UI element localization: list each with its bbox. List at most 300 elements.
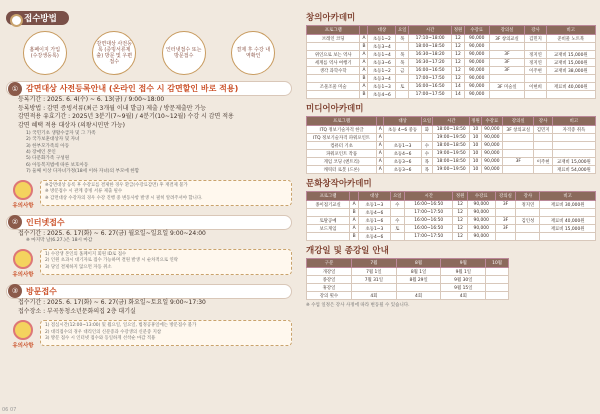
notice-label: 유의사항 bbox=[12, 202, 34, 209]
bullet: 등록기간 : 2025. 6. 4(수) ~ 6. 13(금) / 9:00~18:00 bbox=[18, 96, 165, 103]
table-cell: 초등3~6 bbox=[384, 158, 422, 166]
table-cell: 3F bbox=[489, 51, 525, 59]
table-row bbox=[307, 134, 596, 142]
table-cell: 16:30~17:20 bbox=[409, 59, 452, 67]
table-cell: 4회 bbox=[351, 292, 396, 300]
notice-badge bbox=[6, 249, 40, 278]
table-cell: 정지연 bbox=[516, 201, 540, 209]
table-cell: 위인으로 보는 역사 bbox=[307, 51, 360, 59]
table-cell: 김민지 bbox=[534, 126, 552, 134]
table-cell: ITQ 정보기술자격 파워포인트 bbox=[307, 134, 377, 142]
table-cell: 9월 1일 bbox=[441, 268, 486, 276]
table-cell bbox=[503, 142, 534, 150]
schedule-note: ※ 수업 일정은 강사 사정에 따라 변동될 수 있습니다. bbox=[306, 303, 410, 308]
column-header bbox=[360, 26, 368, 35]
table-cell: 10 bbox=[470, 166, 481, 174]
table-cell: 8월 1일 bbox=[396, 268, 441, 276]
table-cell: 9월 30일 bbox=[441, 276, 486, 284]
table-row bbox=[307, 201, 596, 209]
table-cell: 브레인 코딩 bbox=[307, 35, 360, 43]
table-cell bbox=[384, 134, 422, 142]
column-header bbox=[377, 117, 384, 126]
step-4: 결제 후 수강 내역확인 bbox=[231, 31, 275, 75]
table-cell bbox=[503, 134, 534, 142]
table-cell bbox=[307, 233, 350, 241]
table-cell: 90,000 bbox=[481, 166, 503, 174]
table-cell: 3F 미술실 bbox=[489, 83, 525, 91]
table-cell: 12 bbox=[452, 67, 465, 75]
table-cell bbox=[534, 166, 552, 174]
table-cell bbox=[307, 75, 360, 83]
table-cell: 토 bbox=[396, 83, 409, 91]
table-cell bbox=[486, 284, 509, 292]
table-cell: 12 bbox=[453, 209, 467, 217]
table-cell: 17:00~17:50 bbox=[409, 75, 452, 83]
table-cell: A bbox=[377, 158, 384, 166]
table-cell bbox=[396, 43, 409, 51]
section-number: ② bbox=[8, 215, 22, 229]
table-cell: 17:00~17:50 bbox=[409, 91, 452, 99]
table-cell: 수 bbox=[390, 217, 404, 225]
section-title-culture: 문화창작아카데미 bbox=[306, 179, 372, 189]
bullet: 등록방법 : 감면 증빙서류(최근 3개월 이내 발급) 제출 / 방문제출만 가능 bbox=[18, 104, 207, 112]
table-cell: 게임 코딩 (엔트리) bbox=[307, 158, 377, 166]
table-cell: 화 bbox=[421, 126, 432, 134]
table-row bbox=[307, 150, 596, 158]
table-cell: 17:00~17:50 bbox=[404, 209, 452, 217]
table-cell: 12 bbox=[452, 43, 465, 51]
table-cell: 휴강일 bbox=[307, 284, 352, 292]
program-table-media bbox=[306, 116, 596, 174]
table-cell bbox=[503, 150, 534, 158]
table-cell: 16:00~16:50 bbox=[404, 201, 452, 209]
section-number: ① bbox=[8, 82, 22, 96]
eligibility-item: 7) 둘째 이상 다자녀가정(18세 이하 자녀)의 부모에 한함 bbox=[26, 169, 140, 175]
section-header-discount bbox=[6, 81, 292, 96]
column-header: 강의실 bbox=[495, 192, 516, 201]
table-cell: 90,000 bbox=[464, 67, 489, 75]
column-header: 요일 bbox=[390, 192, 404, 201]
table-row bbox=[307, 59, 596, 67]
table-row bbox=[307, 166, 596, 174]
table-cell: A bbox=[350, 217, 359, 225]
column-header: 프로그램 bbox=[307, 26, 360, 35]
table-cell: 정지연 bbox=[525, 59, 546, 67]
section-title-media: 미디어아카데미 bbox=[306, 104, 364, 114]
column-header: 정원 bbox=[470, 117, 481, 126]
notice-badge bbox=[6, 180, 40, 209]
column-header: 수강료 bbox=[467, 192, 495, 201]
table-row bbox=[307, 276, 509, 284]
table-cell: 토 bbox=[390, 225, 404, 233]
table-row bbox=[307, 268, 509, 276]
notice-line: 1) 점심시간(12:00~13:00) 및 월요일, 일요일, 법정공휴일에는 방문접수 불가 bbox=[45, 323, 197, 329]
column-header: 대상 bbox=[368, 26, 396, 35]
table-cell: 90,000 bbox=[464, 75, 489, 83]
table-cell: B bbox=[360, 91, 368, 99]
table-cell bbox=[486, 276, 509, 284]
table-cell: A bbox=[377, 134, 384, 142]
eligibility-item: 5) 다문화가족 구성원 bbox=[26, 156, 70, 162]
table-cell bbox=[421, 134, 432, 142]
table-cell: 90,000 bbox=[464, 91, 489, 99]
table-cell: 초등3~4 bbox=[368, 43, 396, 51]
table-cell: 재료비 15,000원 bbox=[540, 225, 596, 233]
table-cell bbox=[552, 150, 595, 158]
program-table-creative bbox=[306, 25, 596, 99]
table-cell: 재료비 40,000원 bbox=[540, 217, 596, 225]
table-cell: 90,000 bbox=[467, 201, 495, 209]
table-cell: 90,000 bbox=[467, 225, 495, 233]
table-cell bbox=[495, 233, 516, 241]
alert-icon bbox=[13, 180, 33, 200]
table-row bbox=[307, 91, 596, 99]
bullet: 감면 혜택 적용 대상자 (의왕시민만 가능) bbox=[18, 122, 125, 130]
table-row bbox=[307, 233, 596, 241]
table-row bbox=[307, 83, 596, 91]
table-row bbox=[307, 217, 596, 225]
table-cell: 12 bbox=[452, 75, 465, 83]
table-cell: 3F bbox=[489, 59, 525, 67]
apply-steps bbox=[10, 31, 288, 75]
table-cell: 90,000 bbox=[481, 134, 503, 142]
column-header: 시간 bbox=[432, 117, 470, 126]
notice-box bbox=[40, 180, 292, 206]
column-header: 강사 bbox=[525, 26, 546, 35]
table-cell: ITQ 정보기술자격 한글 bbox=[307, 126, 377, 134]
table-cell: 종강일 bbox=[307, 276, 352, 284]
column-header: 8월 bbox=[396, 259, 441, 268]
table-cell: B bbox=[350, 209, 359, 217]
table-cell: 재료비 30,000원 bbox=[540, 201, 596, 209]
column-header: 시간 bbox=[409, 26, 452, 35]
table-cell bbox=[534, 150, 552, 158]
table-cell: 재료비 54,000원 bbox=[552, 166, 595, 174]
table-cell: 16:00~16:50 bbox=[404, 225, 452, 233]
table-cell: 이주현 bbox=[525, 67, 546, 75]
table-cell bbox=[546, 43, 595, 51]
table-cell bbox=[486, 292, 509, 300]
table-cell: 8월 29일 bbox=[396, 276, 441, 284]
table-cell bbox=[534, 142, 552, 150]
table-row bbox=[307, 126, 596, 134]
table-cell: 10 bbox=[470, 142, 481, 150]
column-header: 요일 bbox=[396, 26, 409, 35]
program-table-culture bbox=[306, 191, 596, 241]
column-header: 비고 bbox=[546, 26, 595, 35]
table-cell: 9월 15일 bbox=[441, 284, 486, 292]
table-cell: 16:30~18:20 bbox=[409, 51, 452, 59]
table-row bbox=[307, 209, 596, 217]
notice-block bbox=[6, 249, 292, 278]
bullet: 접수기간 : 2025. 6. 17(화) ~ 6. 27(금) 월요일~일요일 9:00~24:00 bbox=[18, 229, 206, 237]
table-cell: 90,000 bbox=[464, 35, 489, 43]
column-header: 대상 bbox=[384, 117, 422, 126]
table-cell: 4회 bbox=[441, 292, 486, 300]
table-cell: 12 bbox=[453, 225, 467, 233]
column-header: 7월 bbox=[351, 259, 396, 268]
notice-badge bbox=[6, 320, 40, 349]
table-cell: 초등4~6 bbox=[384, 150, 422, 158]
table-cell: 10 bbox=[470, 158, 481, 166]
column-header: 구분 bbox=[307, 259, 352, 268]
table-cell: 12 bbox=[452, 35, 465, 43]
table-cell: 18:00~18:50 bbox=[432, 126, 470, 134]
table-cell: 이주현 bbox=[534, 158, 552, 166]
table-row bbox=[307, 292, 509, 300]
table-cell: 90,000 bbox=[467, 217, 495, 225]
table-cell: 수 bbox=[421, 142, 432, 150]
table-cell bbox=[525, 43, 546, 51]
table-cell: 90,000 bbox=[481, 150, 503, 158]
table-cell bbox=[516, 233, 540, 241]
table-cell: 3F bbox=[503, 158, 534, 166]
section-heading: 인터넷접수 bbox=[26, 217, 65, 227]
right-page bbox=[306, 8, 596, 408]
table-cell: 종이접기교실 bbox=[307, 201, 350, 209]
column-header: 강사 bbox=[534, 117, 552, 126]
table-cell: 90,000 bbox=[481, 142, 503, 150]
table-cell: 초등4~6 bbox=[359, 233, 390, 241]
table-cell: 초등1~4 bbox=[368, 51, 396, 59]
table-row bbox=[307, 158, 596, 166]
table-cell bbox=[534, 134, 552, 142]
table-cell bbox=[307, 209, 350, 217]
section-heading: 방문접수 bbox=[26, 286, 57, 296]
table-cell: 3F bbox=[495, 225, 516, 233]
section-heading: 감면대상 사전등록안내 (온라인 접수 시 감면할인 바로 적용) bbox=[26, 84, 239, 93]
table-row bbox=[307, 51, 596, 59]
notice-box bbox=[40, 249, 292, 275]
notice-line: ※감면대상 등록 후 수강료를 결제한 경우 환급(수강료감면) 후 재결제 불가 bbox=[45, 182, 188, 188]
table-cell: 수 bbox=[390, 201, 404, 209]
table-cell: 3F bbox=[495, 201, 516, 209]
table-row bbox=[307, 142, 596, 150]
left-page bbox=[6, 6, 292, 408]
column-header: 수강료 bbox=[481, 117, 503, 126]
notice-line: ※ 감면대상 수강자의 경우 수강 진행 중 변동사항 발생 시 필히 알려주셔야 합니다. bbox=[45, 195, 203, 201]
column-header: 프로그램 bbox=[307, 192, 350, 201]
table-row bbox=[307, 284, 509, 292]
section-header-online bbox=[6, 215, 292, 230]
notice-line: 2) 대리접수의 경우 대리인의 신분증과 수강생의 신분증 지참 bbox=[45, 329, 162, 335]
table-row bbox=[307, 75, 596, 83]
table-cell: 10 bbox=[470, 134, 481, 142]
table-cell: 90,000 bbox=[464, 59, 489, 67]
table-cell: 12 bbox=[452, 59, 465, 67]
table-cell: 17:00~17:50 bbox=[404, 233, 452, 241]
table-cell: 14 bbox=[452, 83, 465, 91]
table-cell: 김민지 bbox=[525, 35, 546, 43]
notice-line: ※ 방문접수 시 관계 증빙 서류 제출 필수 bbox=[45, 189, 123, 195]
table-cell: 정지연 bbox=[525, 51, 546, 59]
table-cell: 초등1~3 bbox=[384, 142, 422, 150]
column-header: 10월 bbox=[486, 259, 509, 268]
table-cell: 보드게임 bbox=[307, 225, 350, 233]
table-cell: 초등1~2 bbox=[368, 35, 396, 43]
eligibility-item: 6) 아동복지법에 따른 보호아동 bbox=[26, 162, 89, 168]
table-cell bbox=[516, 209, 540, 217]
column-header: 9월 bbox=[441, 259, 486, 268]
table-cell: 3F bbox=[495, 217, 516, 225]
section-title-apply: 접수방법 bbox=[6, 11, 69, 25]
table-cell: 90,000 bbox=[464, 43, 489, 51]
column-header: 대상 bbox=[359, 192, 390, 201]
section-number: ③ bbox=[8, 284, 22, 298]
table-cell: 교재비 15,000원 bbox=[546, 51, 595, 59]
table-cell: A bbox=[350, 225, 359, 233]
table-cell: 18:00~18:50 bbox=[409, 43, 452, 51]
table-cell bbox=[525, 91, 546, 99]
notice-line: 1) 수강생 본인의 홈페이지 회원 ID로 접수 bbox=[45, 251, 127, 257]
table-cell: 12 bbox=[453, 201, 467, 209]
table-cell: 목 bbox=[396, 51, 409, 59]
table-row bbox=[307, 35, 596, 43]
table-cell bbox=[489, 75, 525, 83]
table-cell bbox=[552, 142, 595, 150]
table-cell bbox=[540, 233, 596, 241]
table-cell: 교재비 15,000원 bbox=[552, 158, 595, 166]
table-cell: 17:10~18:00 bbox=[409, 35, 452, 43]
alert-icon bbox=[13, 249, 33, 269]
table-cell: 7월 31일 bbox=[351, 276, 396, 284]
table-cell bbox=[540, 209, 596, 217]
notice-label: 유의사항 bbox=[12, 343, 34, 350]
schedule-table bbox=[306, 258, 509, 300]
section-title-schedule: 개강일 및 종강일 안내 bbox=[306, 246, 389, 256]
step-3: 인터넷접수 또는 방문접수 bbox=[162, 31, 206, 75]
table-cell: 강의 횟수 bbox=[307, 292, 352, 300]
table-cell bbox=[552, 134, 595, 142]
table-cell bbox=[525, 75, 546, 83]
table-cell: 14 bbox=[452, 91, 465, 99]
table-cell: 교재비 15,000원 bbox=[546, 59, 595, 67]
notice-line: 2) 인원 초과시 대기자로 접수 가능하며 결원 발생 시 순차적으로 연락 bbox=[45, 258, 178, 264]
column-header: 수강료 bbox=[464, 26, 489, 35]
table-cell: 목 bbox=[421, 158, 432, 166]
column-header: 비고 bbox=[540, 192, 596, 201]
table-cell: 90,000 bbox=[467, 233, 495, 241]
table-cell: 금 bbox=[396, 67, 409, 75]
table-cell bbox=[396, 284, 441, 292]
table-cell: 이현희 bbox=[525, 83, 546, 91]
table-cell: 7월 1일 bbox=[351, 268, 396, 276]
table-cell: 자격증 취득 bbox=[552, 126, 595, 134]
table-cell: A bbox=[377, 142, 384, 150]
table-cell: 90,000 bbox=[481, 158, 503, 166]
column-header: 강의실 bbox=[489, 26, 525, 35]
table-cell: A bbox=[377, 150, 384, 158]
column-header: 강의실 bbox=[503, 117, 534, 126]
table-cell: 김인성 bbox=[516, 217, 540, 225]
notice-line: 3) 방문 접수 시 인터넷 접수와 동일하게 선착순 마감 적용 bbox=[45, 336, 156, 342]
table-cell: 수 bbox=[421, 150, 432, 158]
table-cell: A bbox=[360, 35, 368, 43]
table-cell: 18:00~18:50 bbox=[432, 142, 470, 150]
table-cell: 10 bbox=[470, 150, 481, 158]
table-row bbox=[307, 43, 596, 51]
page-number: 06 07 bbox=[2, 407, 17, 413]
eligibility-item: 2) 국가보훈대상자 및 자녀 bbox=[26, 137, 80, 143]
alert-icon bbox=[13, 320, 33, 340]
table-cell: 90,000 bbox=[464, 51, 489, 59]
table-cell: 캐릭터 로봇 (드론) bbox=[307, 166, 377, 174]
table-cell: 초등 4~6 중등 bbox=[384, 126, 422, 134]
table-cell bbox=[307, 43, 360, 51]
column-header: 강사 bbox=[516, 192, 540, 201]
table-cell: 16:00~16:50 bbox=[409, 67, 452, 75]
table-cell bbox=[390, 233, 404, 241]
table-cell: 16:00~16:50 bbox=[404, 217, 452, 225]
table-cell: A bbox=[350, 201, 359, 209]
notice-line: 3) 당일 결제하지 않으면 자동 취소 bbox=[45, 265, 112, 271]
bullet: 감면적용 유효기간 : 2025년 3분기(7~9월) / 4분기(10~12월) 수강 시 감면 적용 bbox=[18, 113, 234, 121]
table-cell bbox=[489, 43, 525, 51]
notice-box bbox=[40, 320, 292, 346]
eligibility-item: 1) 국민기초 생활수급자 및 그 가족 bbox=[26, 130, 96, 136]
table-cell: 10 bbox=[470, 126, 481, 134]
table-cell: A bbox=[377, 166, 384, 174]
table-cell: 19:00~19:50 bbox=[432, 134, 470, 142]
step-2: 감면대상 사전등록 (증빙서류제출) 방문 및 우편접수 bbox=[92, 31, 136, 75]
table-cell: 목 bbox=[396, 59, 409, 67]
table-cell: 교재비 38,000원 bbox=[546, 67, 595, 75]
table-cell: 조물조물 미술 bbox=[307, 83, 360, 91]
bullet: 접수장소 : 부곡동청소년문화의집 2층 대기실 bbox=[18, 307, 136, 315]
table-cell: 90,000 bbox=[467, 209, 495, 217]
table-cell: 3F 창의교실 bbox=[503, 126, 534, 134]
table-cell: B bbox=[360, 75, 368, 83]
table-cell: 18:00~18:50 bbox=[432, 158, 470, 166]
table-cell: 16:00~16:50 bbox=[409, 83, 452, 91]
table-cell: A bbox=[360, 51, 368, 59]
table-cell: A bbox=[360, 59, 368, 67]
table-cell bbox=[495, 209, 516, 217]
column-header: 프로그램 bbox=[307, 117, 377, 126]
table-cell: 90,000 bbox=[464, 83, 489, 91]
table-cell: 목 bbox=[396, 35, 409, 43]
section-title-creative: 창의아카데미 bbox=[306, 13, 356, 23]
deadline-note: ※ 마지막 날(6.27.)은 18시 마감 bbox=[26, 238, 93, 244]
step-1: 홈페이지 가입 (수강생등록) bbox=[23, 31, 67, 75]
table-cell: 준비물 노트북 bbox=[546, 35, 595, 43]
table-cell: 초등1~6 bbox=[359, 217, 390, 225]
table-cell: 3F bbox=[489, 67, 525, 75]
table-cell: 90,000 bbox=[481, 126, 503, 134]
table-cell: 12 bbox=[453, 233, 467, 241]
table-cell: 재료비 40,000원 bbox=[546, 83, 595, 91]
table-cell: 생각 과학수학 bbox=[307, 67, 360, 75]
table-row bbox=[307, 67, 596, 75]
table-cell: 초등1~3 bbox=[368, 83, 396, 91]
table-cell: 토탈공예 bbox=[307, 217, 350, 225]
eligibility-item: 3) 한부모가족의 아동 bbox=[26, 143, 70, 149]
notice-label: 유의사항 bbox=[12, 271, 34, 278]
table-cell: 초등1~3 bbox=[359, 225, 390, 233]
table-cell bbox=[390, 209, 404, 217]
table-cell: 초등3~4 bbox=[368, 75, 396, 83]
table-cell: 개강일 bbox=[307, 268, 352, 276]
notice-block bbox=[6, 320, 292, 349]
eligibility-item: 4) 장애인 본인 bbox=[26, 150, 56, 156]
table-cell: 19:00~19:50 bbox=[432, 150, 470, 158]
table-cell bbox=[486, 268, 509, 276]
column-header: 정원 bbox=[453, 192, 467, 201]
table-cell: 초등1~3 bbox=[359, 201, 390, 209]
table-cell: 4회 bbox=[396, 292, 441, 300]
column-header: 비고 bbox=[552, 117, 595, 126]
column-header: 요일 bbox=[421, 117, 432, 126]
